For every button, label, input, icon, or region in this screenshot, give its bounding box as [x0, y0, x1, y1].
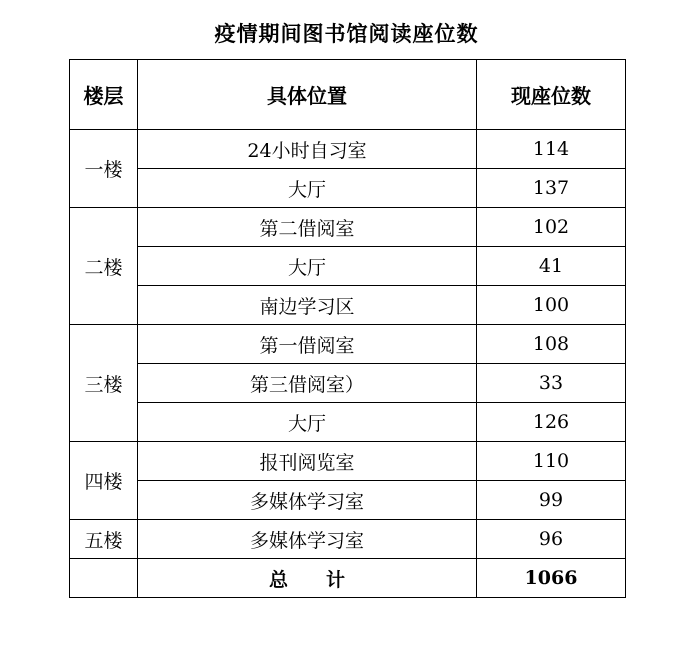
table-row: [70, 442, 626, 481]
location-cell: 24小时自习室: [138, 130, 477, 169]
table-row: [70, 403, 626, 442]
header-floor: 楼层: [70, 60, 138, 130]
floor-cell: 二楼: [70, 208, 138, 325]
seats-cell: 102: [477, 208, 626, 247]
floor-cell: 一楼: [70, 130, 138, 208]
location-cell: 第一借阅室: [138, 325, 477, 364]
total-seats: 1066: [477, 559, 626, 598]
seats-cell: 100: [477, 286, 626, 325]
table-row: [70, 481, 626, 520]
seats-cell: 137: [477, 169, 626, 208]
location-cell: 南边学习区: [138, 286, 477, 325]
location-cell: 大厅: [138, 169, 477, 208]
seats-cell: 110: [477, 442, 626, 481]
location-cell: 多媒体学习室: [138, 520, 477, 559]
table-row: [70, 325, 626, 364]
seats-cell: 114: [477, 130, 626, 169]
seats-cell: 99: [477, 481, 626, 520]
header-location: 具体位置: [138, 60, 477, 130]
seats-cell: 96: [477, 520, 626, 559]
floor-cell: 四楼: [70, 442, 138, 520]
location-cell: 大厅: [138, 247, 477, 286]
seats-cell: 33: [477, 364, 626, 403]
seat-table: [69, 59, 626, 598]
table-row: [70, 520, 626, 559]
location-cell: 大厅: [138, 403, 477, 442]
location-cell: 第三借阅室）: [138, 364, 477, 403]
header-seats: 现座位数: [477, 60, 626, 130]
location-cell: 第二借阅室: [138, 208, 477, 247]
table-row: [70, 247, 626, 286]
location-cell: 报刊阅览室: [138, 442, 477, 481]
seats-cell: 108: [477, 325, 626, 364]
table-header-row: [70, 60, 626, 130]
table-row: [70, 208, 626, 247]
location-cell: 多媒体学习室: [138, 481, 477, 520]
table-row: [70, 130, 626, 169]
total-row: [70, 559, 626, 598]
table-body: [70, 130, 626, 598]
floor-cell: 五楼: [70, 520, 138, 559]
total-label: 总计: [138, 559, 477, 598]
document-title: 疫情期间图书馆阅读座位数: [214, 21, 479, 46]
table-row: [70, 169, 626, 208]
floor-cell: 三楼: [70, 325, 138, 442]
table-row: [70, 286, 626, 325]
table-row: [70, 364, 626, 403]
total-floor-cell: [70, 559, 138, 598]
seats-cell: 126: [477, 403, 626, 442]
seats-cell: 41: [477, 247, 626, 286]
